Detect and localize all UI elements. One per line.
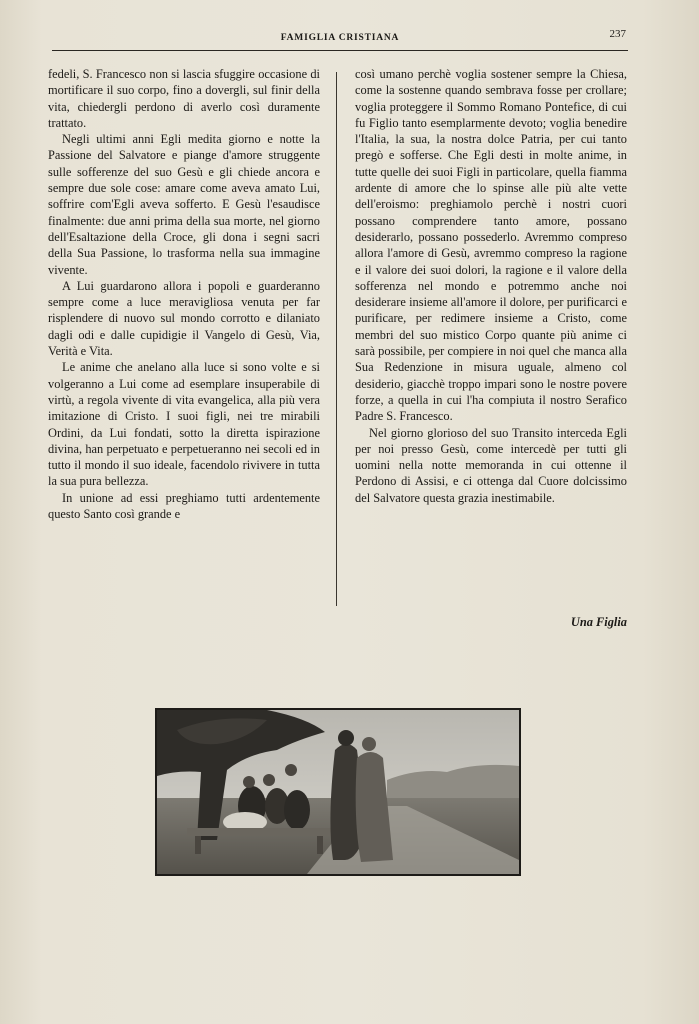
- magazine-title: FAMIGLIA CRISTIANA: [280, 33, 400, 43]
- illustration-photo: [155, 708, 521, 876]
- paragraph: fedeli, S. Francesco non si lascia sfuggire occasione di mortificare il suo corpo, fino a dovergli, sul finir della vita, chiedergli perdono di averlo così duramente trattato.: [48, 67, 320, 130]
- author-signature: Una Figlia: [570, 615, 627, 629]
- paragraph: A Lui guardarono allora i popoli e guarderanno sempre come a luce meravigliosa venuta per far risplendere di nuovo sul mondo corrotto e dilaniato dagli odi e dalle cupidigie il Vangelo di Gesù, Via, Verità e Vita.: [48, 278, 320, 359]
- right-column: [355, 66, 627, 506]
- column-divider: [336, 72, 337, 606]
- paragraph: così umano perchè voglia sostener sempre la Chiesa, come la sostenne quando sembrava fosse per crollare; voglia proteggere il Sommo Romano Pontefice, di cui fu Figlio tanto esemplarmente devoto; voglia benedire l'Italia, la sua, la nostra dolce Patria, per cui tanto pregò e sofferse. Che Egli desti in molte anime, in tutte quelle dei suoi Figli in particolare, quella fiamma ardente di amore che lo spinse alle più alte vette dell'eroismo: preghiamolo perchè i nostri cuori possano comprendere tanto amore, possano desiderarlo, possano possederlo. Avremmo compreso allora l'amore di Gesù, avremmo compreso la ragione e il valore dei suoi dolori, la ragione e il valore della sofferenza nel mondo e potremmo anche noi desiderare insieme all'amore il dolore, per purificarci e purificare, per redimere insieme a Cristo, come membri del suo mistico Corpo quante più anime ci sarà possibile, per compiere in noi quel che manca alla Sua Redenzione in misura uguale, almeno col desiderio, giacchè troppo impari sono le nostre povere forze, a quella in cui l'ha compiuta il nostro Serafico Padre S. Francesco.: [355, 67, 627, 424]
- paragraph: Le anime che anelano alla luce si sono volte e si volgeranno a Lui come ad esemplare insuperabile di virtù, a regola vivente di vita evangelica, alla più vera imitazione di Cristo. I suoi figli, nei tre mirabili Ordini, da Lui fondati, sotto la diretta ispirazione divina, han perpetuato e perpetueranno nei secoli ed in tutto il mondo il suo ideale, facendolo rivivere in tutta la sua pura bellezza.: [48, 360, 320, 489]
- left-column: [48, 66, 320, 522]
- paragraph: Negli ultimi anni Egli medita giorno e notte la Passione del Salvatore e piange d'amore struggente sulle sofferenze del suo Gesù e gli chiede ancora e sempre due sole cose: amare come aveva amato Lui, soffrire com'Egli aveva sofferto. E Gesù l'esaudisce finalmente: due anni prima della sua morte, nel giorno dell'Esaltazione della Croce, gli dona i segni sacri della Sua Passione, lo trasforma nella sua immagine vivente.: [48, 132, 320, 277]
- paragraph: Nel giorno glorioso del suo Transito interceda Egli per noi presso Gesù, come intercedè per tutti gli uomini nella notte memoranda in cui ottenne il Perdono di Assisi, e ci ottenga dal Cuore dolcissimo del Salvatore questa grazia inestimabile.: [355, 425, 627, 505]
- paragraph: In unione ad essi preghiamo tutti ardentemente questo Santo così grande e: [48, 490, 320, 522]
- page-number: 237: [609, 28, 626, 40]
- page-header: [52, 28, 628, 51]
- illustration-scene: [157, 710, 519, 874]
